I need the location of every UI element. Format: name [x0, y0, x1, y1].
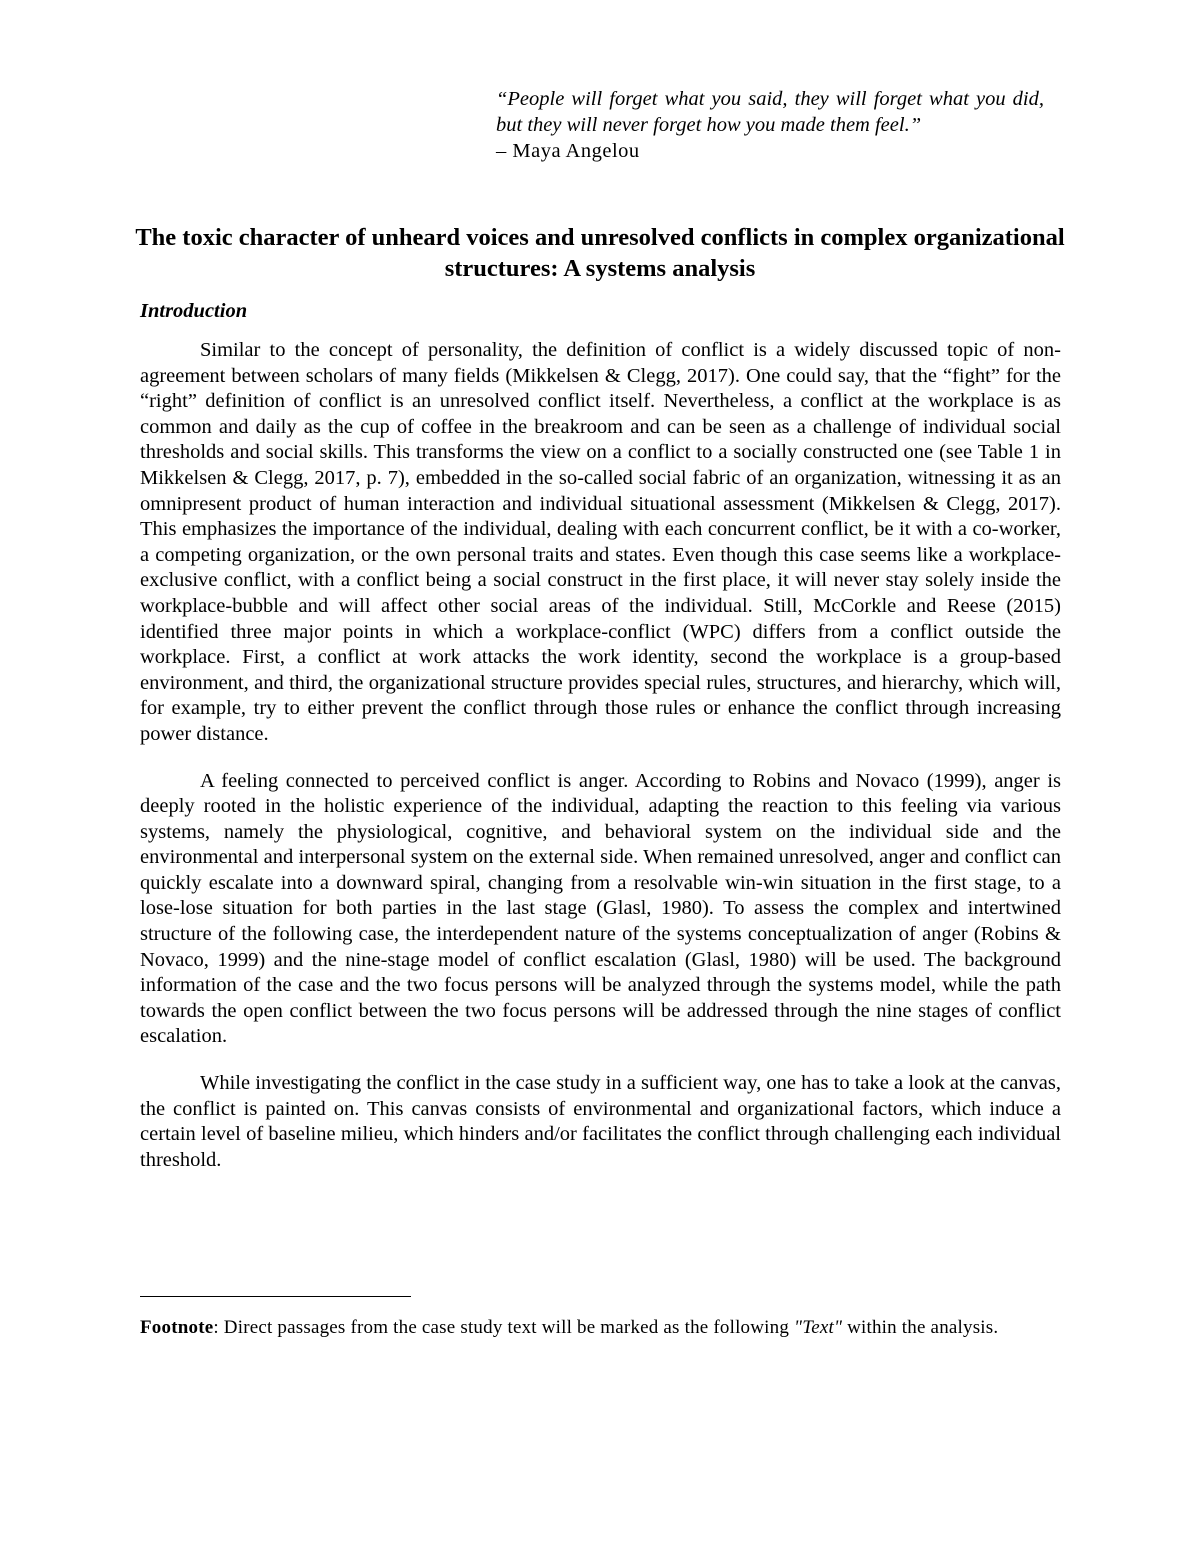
- footnote-marked-example: "Text": [794, 1317, 843, 1338]
- footnote-label: Footnote: [140, 1317, 214, 1338]
- footnote-colon: :: [213, 1317, 219, 1338]
- section-heading-introduction: Introduction: [140, 300, 248, 322]
- epigraph-author: – Maya Angelou: [496, 140, 640, 162]
- paragraph-3: While investigating the conflict in the case study in a sufficient way, one has to take a look at the canvas, the conflict is painted on. This canvas consists of environmental and organizational factors, which induce a certain level of baseline milieu, which hinders and/or facilitates the conflict through challenging each individual threshold.: [140, 1072, 1061, 1171]
- epigraph: [496, 86, 1044, 164]
- paragraph-1: Similar to the concept of personality, the definition of conflict is a widely discussed topic of non-agreement between scholars of many fields (Mikkelsen & Clegg, 2017). One could say, that the “fight” for the “right” definition of conflict is an unresolved conflict itself. Nevertheless, a conflict at the workplace is as common and daily as the cup of coffee in the breakroom and can be seen as a challenge of individual social thresholds and social skills. This transforms the view on a conflict to a socially constructed one (see Table 1 in Mikkelsen & Clegg, 2017, p. 7), embedded in the so-called social fabric of an organization, witnessing it as an omnipresent product of human interaction and individual situational assessment (Mikkelsen & Clegg, 2017). This emphasizes the importance of the individual, dealing with each concurrent conflict, be it with a co-worker, a competing organization, or the own personal traits and states. Even though this case seems like a workplace-exclusive conflict, with a conflict being a social construct in the first place, it will never stay solely inside the workplace-bubble and will affect other social areas of the individual. Still, McCorkle and Reese (2015) identified three major points in which a workplace-conflict (WPC) differs from a conflict outside the workplace. First, a conflict at work attacks the work identity, second the workplace is a group-based environment, and third, the organizational structure provides special rules, structures, and hierarchy, which will, for example, try to either prevent the conflict through those rules or enhance the conflict through increasing power distance.: [140, 339, 1061, 745]
- epigraph-quote: “People will forget what you said, they will forget what you did, but they will never forget how you made them feel.”: [496, 88, 1044, 136]
- footnote-divider: [140, 1296, 411, 1297]
- paragraph-2: A feeling connected to perceived conflict is anger. According to Robins and Novaco (1999), anger is deeply rooted in the holistic experience of the individual, adapting the reaction to this feeling via various systems, namely the physiological, cognitive, and behavioral system on the individual side and the environmental and interpersonal system on the external side. When remained unresolved, anger and conflict can quickly escalate into a downward spiral, changing from a resolvable win-win situation in the first stage, to a lose-lose situation for both parties in the last stage (Glasl, 1980). To assess the complex and intertwined structure of the following case, the interdependent nature of the systems conceptualization of anger (Robins & Novaco, 1999) and the nine-stage model of conflict escalation (Glasl, 1980) will be used. The background information of the case and the two focus persons will be analyzed through the systems model, while the path towards the open conflict between the two focus persons will be addressed through the nine stages of conflict escalation.: [140, 769, 1061, 1048]
- footnote-text-after: within the analysis.: [842, 1317, 999, 1338]
- footnote: [140, 1316, 1061, 1340]
- footnote-text-before: Direct passages from the case study text will be marked as the following: [218, 1317, 795, 1338]
- document-title: The toxic character of unheard voices and unresolved conflicts in complex organizational structures: A systems analysis: [135, 224, 1065, 282]
- body-text: [140, 338, 1061, 1194]
